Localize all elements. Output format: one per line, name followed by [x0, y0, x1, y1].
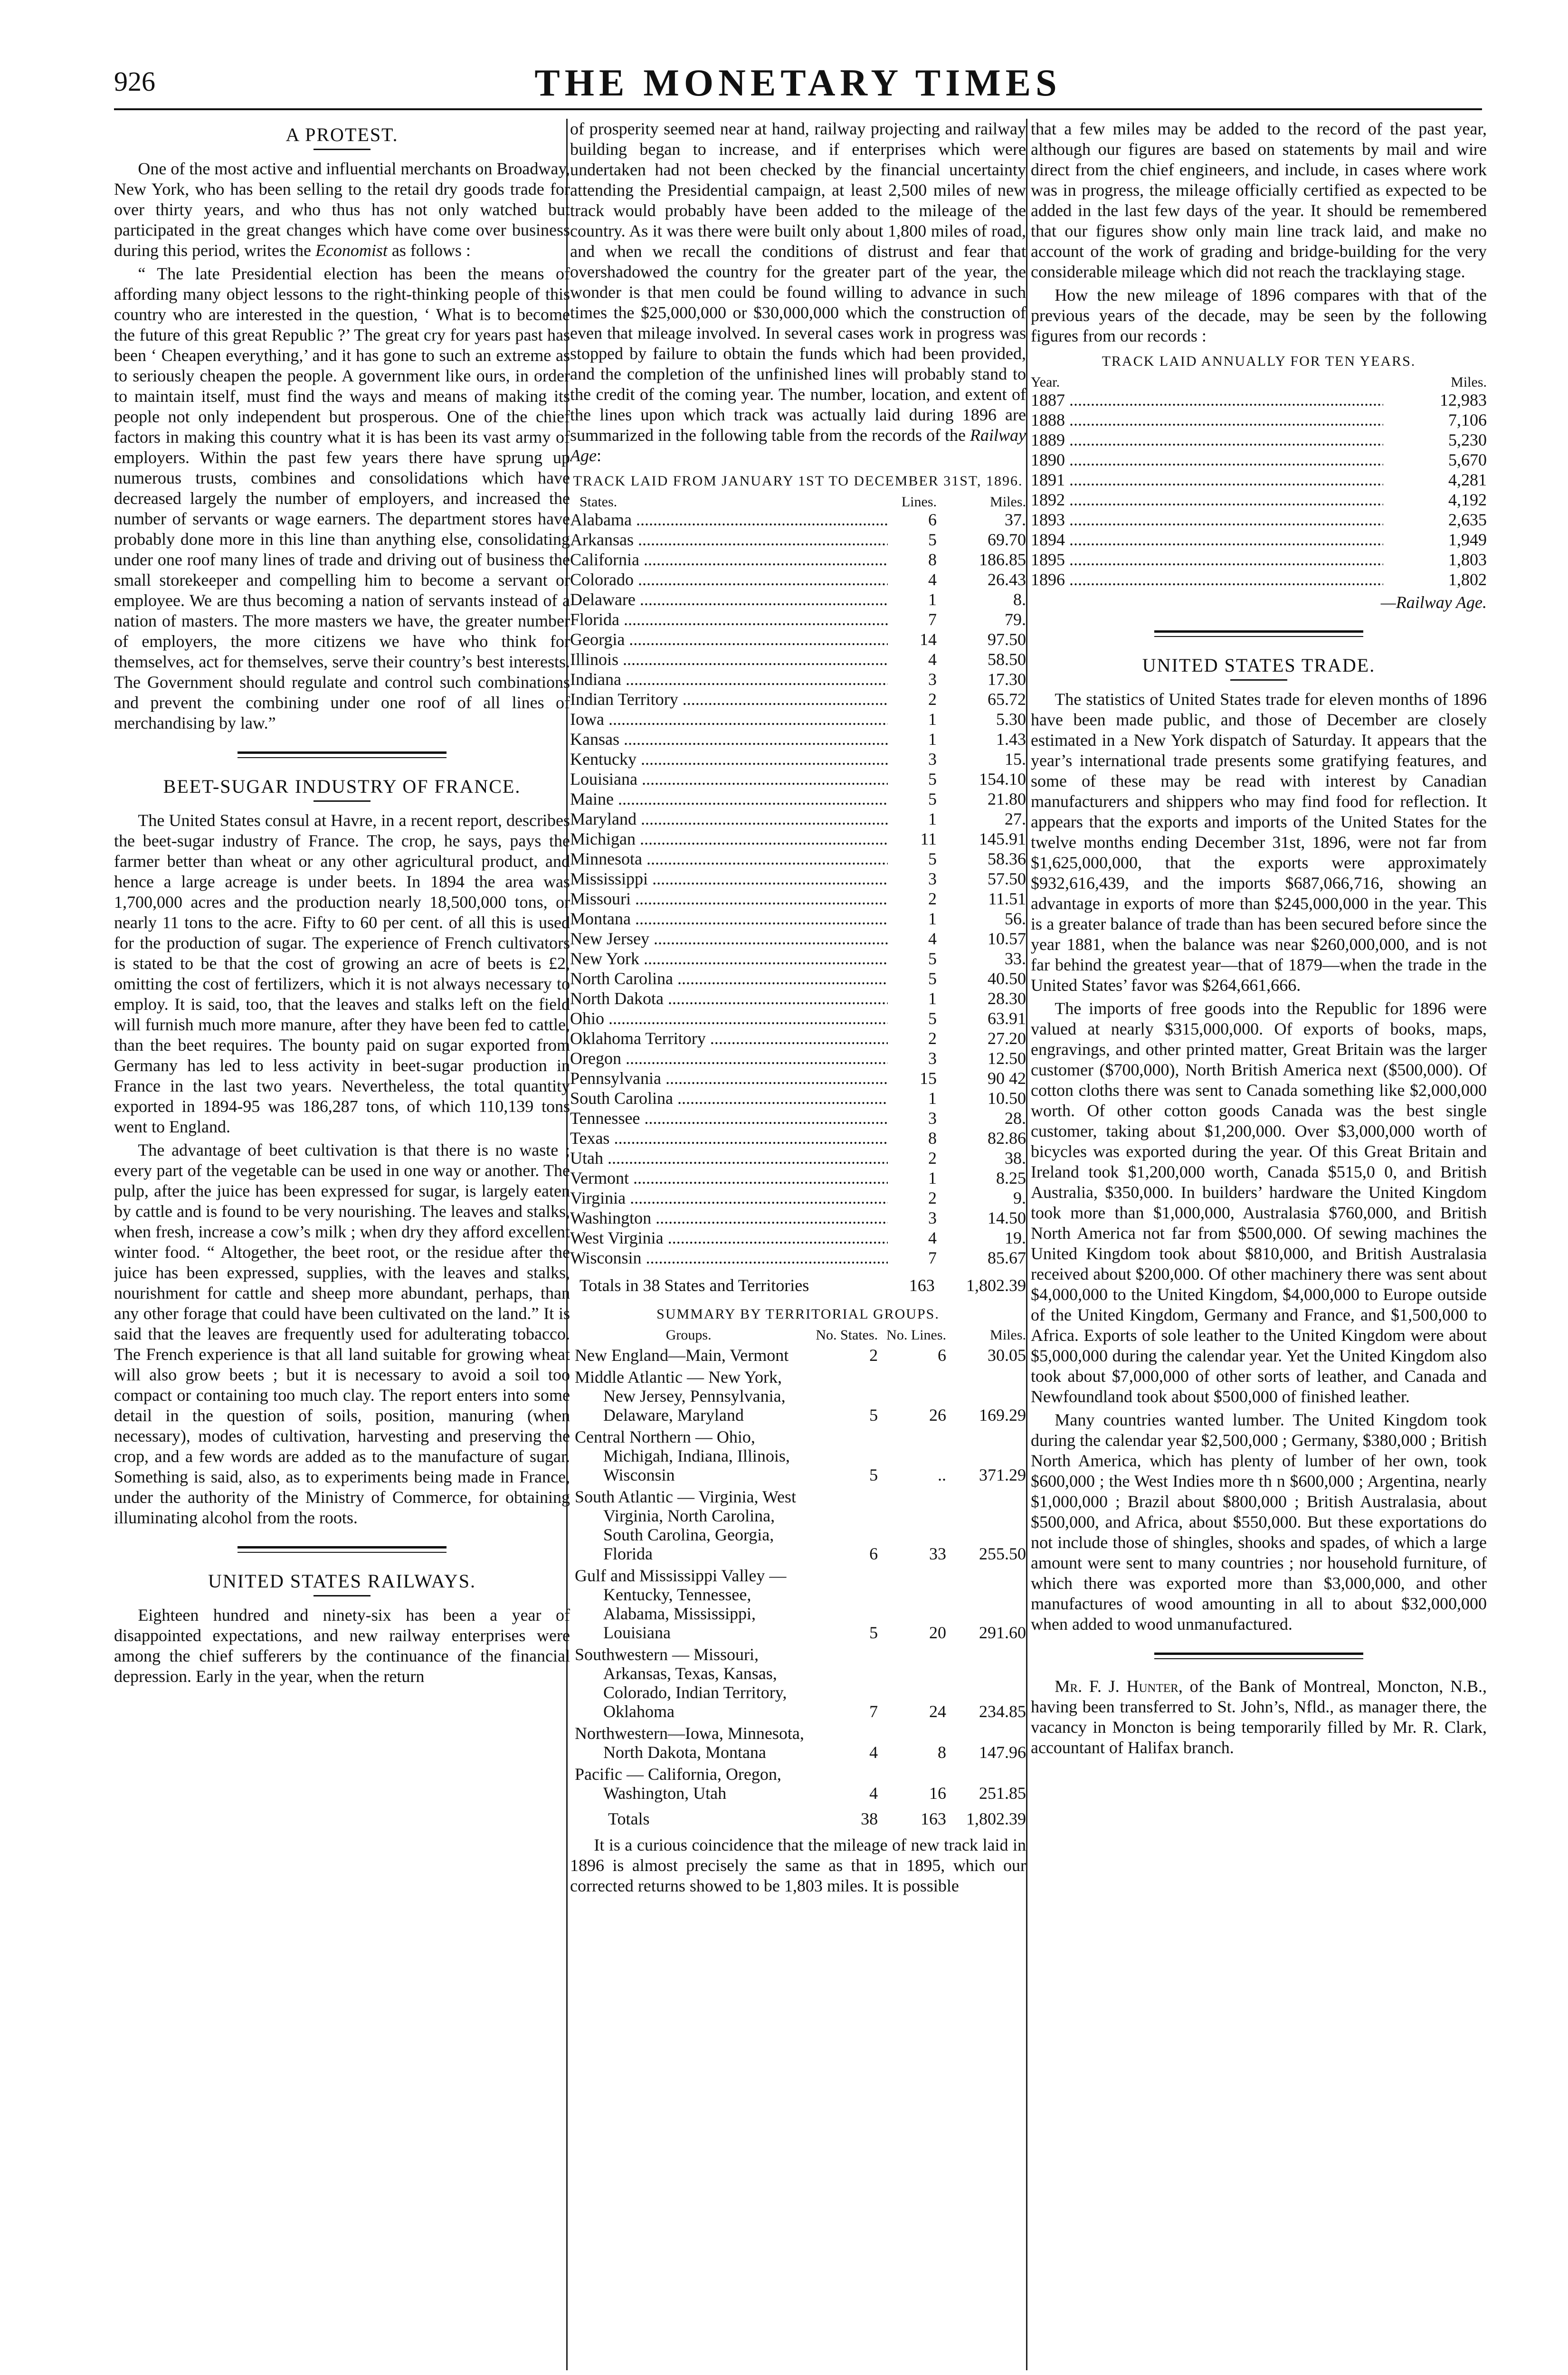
- summary-groups-table: [570, 1328, 1026, 1828]
- annual-year: 1896 .....: [1031, 570, 1383, 589]
- state-name: New York .....: [570, 949, 888, 969]
- state-miles: 21.80: [988, 789, 1026, 808]
- group-states: 4: [869, 1784, 878, 1803]
- table-header-row: [570, 1328, 1026, 1343]
- state-name: Indian Territory .....: [570, 689, 888, 709]
- state-lines: 1: [928, 1168, 937, 1188]
- table-row: [570, 849, 1026, 869]
- state-name: Utah .....: [570, 1148, 888, 1168]
- group-totals-lines: 163: [921, 1809, 946, 1828]
- table-row: [570, 889, 1026, 909]
- group-miles: 371.29: [979, 1465, 1026, 1484]
- group-lines: 6: [938, 1346, 946, 1365]
- table-row: [570, 909, 1026, 929]
- table-row: [570, 629, 1026, 649]
- state-name: Texas .....: [570, 1128, 888, 1148]
- table-row: [570, 929, 1026, 949]
- group-totals-miles: 1,802.39: [966, 1809, 1026, 1828]
- heading-rule: [314, 149, 371, 150]
- annual-year: 1894 .....: [1031, 530, 1383, 550]
- protest-p1-text: One of the most active and influential merchants on Broadway, New York, who has been selling to the retail dry goods trade for over thirty years, and who thus has not only watched but participated in the great changes which have come over business during this period, writes the: [114, 159, 570, 260]
- trade-paragraph-2: The imports of free goods into the Republic for 1896 were valued at nearly $315,000,000. Of exports of books, maps, engravings, and other printed matter, Great Britain was the larger customer ($700,000), North British America next ($500,000). Of cotton cloths there was sent to Canada something like $2,000,000 worth. Of other cotton goods Canada was the best single customer, taking about $1,200,000. Over $3,000,000 worth of bicycles was exported during the year. Of this Great Britain and Ireland took $1,200,000 worth, Canada $515,0 0, and British Australia, $350,000. In builders’ hardware the United Kingdom took more than $1,000,000, Australasia $760,000, and British North America not far from $500,000. Of sewing machines the United Kingdom took about $810,000, and British Australasia received about $200,000. Of other machinery there was sent about $4,000,000 to the United Kingdom, $4,000,000 to Europe outside of the United Kingdom, Germany and France, and $1,500,000 to Africa. Exports of sole leather to the United Kingdom were about $5,000,000 during the calendar year. Yet the United Kingdom also took about $7,000,000 of other sorts of leather, and Canada and Newfoundland took about $500,000 of finished leather.: [1031, 999, 1487, 1406]
- state-name: Oklahoma Territory .....: [570, 1028, 888, 1048]
- table-row: [570, 1365, 1026, 1425]
- group-lines: 33: [929, 1544, 946, 1563]
- state-miles: 15.: [1005, 750, 1026, 769]
- beet-paragraph-2: The advantage of beet cultivation is that there is no waste ; every part of the vegetable can be used in one way or another. The pulp, after the juice has been expressed for sugar, is largely eaten by cattle and is found to be very nourishing. The leaves and stalks, when fresh, increase a cow’s milk ; when dry they afford excellent winter food. “ Altogether, the beet root, or the residue after the juice has been expressed, supplies, with the leaves and stalks, nourishment for cattle and sheep more abundant, perhaps, than any other forage that could have been cultivated on the land.” It is said that the leaves are frequently used for adulterating tobacco. The French experience is that all land suitable for growing wheat will also grow beets ; but it is necessary to avoid a soil too compact or containing too much clay. The report enters into some detail in the question of soils, position, manuring (when necessary), modes of cultivation, harvesting and preserving the crop, and a few words are added as to the manufacture of sugar. Something is said, also, as to experiments being made in France, under the authority of the Ministry of Commerce, for obtaining illuminating alcohol from the roots.: [114, 1140, 570, 1527]
- state-lines: 4: [928, 650, 937, 669]
- state-name: Tennessee .....: [570, 1108, 888, 1128]
- state-name: North Dakota .....: [570, 988, 888, 1008]
- state-lines: 3: [928, 1208, 937, 1227]
- state-lines: 1: [928, 909, 937, 928]
- table-row: [1031, 490, 1487, 510]
- col-group-miles: Miles.: [990, 1327, 1026, 1343]
- group-name: South Atlantic — Virginia, West Virginia, North Carolina, South Carolina, Georgia, Florida: [575, 1487, 796, 1563]
- col-states: States.: [580, 494, 618, 510]
- annual-year: 1888 .....: [1031, 410, 1383, 430]
- group-lines: 20: [929, 1623, 946, 1642]
- state-lines: 3: [928, 750, 937, 769]
- state-lines: 3: [928, 1109, 937, 1128]
- table-row: [570, 1425, 1026, 1484]
- annual-year: 1895 .....: [1031, 550, 1383, 570]
- state-lines: 1: [928, 590, 937, 609]
- annual-year: 1892 .....: [1031, 490, 1383, 510]
- state-name: Indiana .....: [570, 669, 888, 689]
- state-lines: 1: [928, 1089, 937, 1108]
- personal-name: Mr. F. J. Hunter: [1055, 1677, 1178, 1696]
- annual-year: 1890 .....: [1031, 450, 1383, 470]
- state-miles: 79.: [1005, 610, 1026, 629]
- group-states: 7: [869, 1702, 878, 1721]
- group-name: New England—Main, Vermont: [575, 1346, 789, 1365]
- table-row: [570, 1228, 1026, 1248]
- state-lines: 3: [928, 869, 937, 888]
- group-lines: 24: [929, 1702, 946, 1721]
- annual-year: 1889 .....: [1031, 430, 1383, 450]
- group-miles: 255.50: [979, 1544, 1026, 1563]
- state-lines: 5: [928, 969, 937, 988]
- group-miles: 251.85: [979, 1784, 1026, 1803]
- state-name: California .....: [570, 550, 888, 570]
- table-row: [570, 649, 1026, 669]
- table-row: [570, 1128, 1026, 1148]
- table-row: [570, 1088, 1026, 1108]
- table-row: [570, 869, 1026, 889]
- table-header-row: [1031, 375, 1487, 390]
- state-name: Montana .....: [570, 909, 888, 929]
- state-name: North Carolina .....: [570, 969, 888, 988]
- state-lines: 2: [928, 1029, 937, 1048]
- state-miles: 27.: [1005, 809, 1026, 828]
- state-lines: 1: [928, 710, 937, 729]
- beet-heading: BEET-SUGAR INDUSTRY OF FRANCE.: [163, 776, 521, 797]
- state-miles: 26.43: [988, 570, 1026, 589]
- group-states: 2: [869, 1346, 878, 1365]
- table-row: [570, 729, 1026, 749]
- masthead-rule: [114, 108, 1482, 110]
- state-name: Washington .....: [570, 1208, 888, 1228]
- state-name: Pennsylvania .....: [570, 1068, 888, 1088]
- state-lines: 8: [928, 1129, 937, 1148]
- section-separator: [238, 1546, 447, 1553]
- state-name: Wisconsin .....: [570, 1248, 888, 1268]
- state-lines: 7: [928, 1248, 937, 1267]
- state-miles: 85.67: [988, 1248, 1026, 1267]
- state-miles: 10.57: [988, 929, 1026, 948]
- state-name: Maine .....: [570, 789, 888, 809]
- table-row: [570, 1762, 1026, 1803]
- protest-p1-end: as follows :: [387, 241, 471, 260]
- annual-track-table: [1031, 375, 1487, 589]
- heading-rule: [314, 1595, 371, 1596]
- group-miles: 30.05: [988, 1346, 1026, 1365]
- group-lines: 16: [929, 1784, 946, 1803]
- table-row: [1031, 510, 1487, 530]
- state-name: Illinois .....: [570, 649, 888, 669]
- state-lines: 7: [928, 610, 937, 629]
- table-row: [1031, 550, 1487, 570]
- state-miles: 10.50: [988, 1089, 1026, 1108]
- protest-paragraph-1: [114, 159, 570, 261]
- table-row: [570, 1343, 1026, 1365]
- annual-year: 1887 .....: [1031, 390, 1383, 410]
- state-name: Delaware .....: [570, 589, 888, 609]
- protest-heading: A PROTEST.: [285, 124, 399, 145]
- state-miles: 28.: [1005, 1109, 1026, 1128]
- totals-lines: 163: [909, 1276, 935, 1295]
- state-miles: 90 42: [988, 1069, 1026, 1088]
- track-by-state-table: [570, 494, 1026, 1268]
- group-miles: 234.85: [979, 1702, 1026, 1721]
- track-totals-table: [570, 1275, 1026, 1295]
- state-lines: 5: [928, 789, 937, 808]
- state-name: Maryland .....: [570, 809, 888, 829]
- page-number: 926: [114, 66, 155, 97]
- col-no-lines: No. Lines.: [886, 1327, 946, 1343]
- group-miles: 147.96: [979, 1743, 1026, 1762]
- table-row: [570, 1642, 1026, 1721]
- group-totals-label: Totals: [608, 1809, 650, 1828]
- state-miles: 33.: [1005, 949, 1026, 968]
- table-row: [570, 969, 1026, 988]
- table-row: [570, 689, 1026, 709]
- state-name: Mississippi .....: [570, 869, 888, 889]
- table-row: [570, 769, 1026, 789]
- column-rule: [1026, 119, 1027, 2370]
- state-miles: 65.72: [988, 690, 1026, 709]
- trade-heading: UNITED STATES TRADE.: [1142, 655, 1376, 676]
- state-miles: 17.30: [988, 670, 1026, 689]
- state-name: Oregon .....: [570, 1048, 888, 1068]
- personal-text: , of the Bank of Montreal, Moncton, N.B., having been transferred to St. John’s, Nfld., as manager there, the vacancy in Moncton is being temporarily filled by Mr. R. Clark, accountant of Halifax branch.: [1031, 1677, 1487, 1757]
- state-lines: 5: [928, 949, 937, 968]
- heading-rule: [1230, 679, 1287, 681]
- table-row: [570, 1068, 1026, 1088]
- table-row: [570, 570, 1026, 589]
- annual-table-title: TRACK LAID ANNUALLY FOR TEN YEARS.: [1102, 353, 1416, 369]
- group-name: Gulf and Mississippi Valley —Kentucky, Tennessee, Alabama, Mississippi, Louisiana: [575, 1566, 787, 1642]
- state-miles: 56.: [1005, 909, 1026, 928]
- table-row: [570, 1168, 1026, 1188]
- state-miles: 5.30: [996, 710, 1026, 729]
- annual-credit: —Railway Age.: [1380, 593, 1487, 612]
- state-miles: 38.: [1005, 1149, 1026, 1168]
- col-miles: Miles.: [990, 494, 1026, 510]
- state-name: South Carolina .....: [570, 1088, 888, 1108]
- economist-title: Economist: [315, 241, 388, 260]
- table-row: [570, 1028, 1026, 1048]
- group-states: 5: [869, 1623, 878, 1642]
- table-row: [570, 1048, 1026, 1068]
- annual-miles: 1,949: [1448, 530, 1487, 549]
- table-row: [1031, 470, 1487, 490]
- state-lines: 5: [928, 849, 937, 868]
- railway-age-title: Railway Age: [570, 426, 1026, 465]
- state-lines: 2: [928, 690, 937, 709]
- group-miles: 169.29: [979, 1406, 1026, 1425]
- state-lines: 1: [928, 730, 937, 749]
- table-row: [570, 550, 1026, 570]
- state-miles: 19.: [1005, 1228, 1026, 1247]
- state-name: West Virginia .....: [570, 1228, 888, 1248]
- state-miles: 97.50: [988, 630, 1026, 649]
- track-table-title: TRACK LAID FROM JANUARY 1ST TO DECEMBER 31ST, 1896.: [573, 473, 1023, 489]
- state-miles: 186.85: [979, 550, 1026, 569]
- table-row: [570, 510, 1026, 530]
- state-lines: 6: [928, 510, 937, 529]
- state-lines: 14: [920, 630, 937, 649]
- table-row: [570, 1484, 1026, 1563]
- state-lines: 4: [928, 570, 937, 589]
- annual-miles: 2,635: [1448, 510, 1487, 529]
- state-miles: 154.10: [979, 770, 1026, 788]
- state-miles: 57.50: [988, 869, 1026, 888]
- table-row: [1031, 450, 1487, 470]
- state-lines: 2: [928, 889, 937, 908]
- group-lines: 26: [929, 1406, 946, 1425]
- group-states: 5: [869, 1406, 878, 1425]
- state-name: Michigan .....: [570, 829, 888, 849]
- state-lines: 5: [928, 770, 937, 788]
- table-header-row: [570, 494, 1026, 510]
- table-row: [570, 829, 1026, 849]
- railways-paragraph-2: [570, 119, 1026, 466]
- state-name: Georgia .....: [570, 629, 888, 649]
- annual-miles: 4,192: [1448, 490, 1487, 509]
- state-miles: 14.50: [988, 1208, 1026, 1227]
- state-miles: 12.50: [988, 1049, 1026, 1068]
- state-lines: 4: [928, 1228, 937, 1247]
- state-miles: 82.86: [988, 1129, 1026, 1148]
- table-row: [570, 589, 1026, 609]
- group-states: 5: [869, 1465, 878, 1484]
- table-row: [570, 669, 1026, 689]
- table-row: [1031, 570, 1487, 589]
- state-lines: 8: [928, 550, 937, 569]
- table-row: [570, 1563, 1026, 1642]
- state-lines: 15: [920, 1069, 937, 1088]
- table-row: [570, 1108, 1026, 1128]
- section-separator: [1154, 1653, 1363, 1659]
- table-row: [570, 988, 1026, 1008]
- annual-miles: 12,983: [1440, 390, 1487, 409]
- trade-paragraph-3: Many countries wanted lumber. The United Kingdom took during the calendar year $2,500,000 ; Germany, $380,000 ; British North America, which has plenty of lumber of her own, took $600,000 ; the West Indies more th n $600,000 ; Argentina, nearly $1,000,000 ; Brazil about $800,000 ; British Australasia, about $500,000, and Africa, about $550,000. But these exportations do not include those of shingles, shooks and spades, of which a large amount were sent to many countries ; nor household furniture, of which there was exported more than $3,000,000, and other manufactures of wood amounting in all to about $32,000,000 when added to wood unmanufactured.: [1031, 1410, 1487, 1634]
- annual-miles: 7,106: [1448, 410, 1487, 429]
- table-row: [570, 709, 1026, 729]
- column-2: [570, 119, 1026, 2375]
- table-row: [1031, 430, 1487, 450]
- beet-paragraph-1: The United States consul at Havre, in a recent report, describes the beet-sugar industry of France. The crop, he says, pays the farmer better than wheat or any other agricultural product, and hence a large acreage is under beets. In 1894 the area was 1,700,000 acres and the production nearly 18,500,000 tons, or nearly 11 tons to the acre. Fifty to 60 per cent. of all this is used for the production of sugar. The experience of French cultivators is stated to be that the cost of growing an acre of beets is £2, omitting the cost of fertilizers, which it is not always necessary to employ. It is said, too, that the leaves and stalks left on the field will furnish much more manure, after they have been fed to cattle, than the beet requires. The bounty paid on sugar exported from Germany has led to less activity in beet-sugar production in France in the last two years. Nevertheless, the total quantity exported in 1894-95 was 186,287 tons, of which 110,139 tons went to England.: [114, 811, 570, 1136]
- group-name: Southwestern — Missouri, Arkansas, Texas, Kansas, Colorado, Indian Territory, Oklahoma: [575, 1645, 787, 1721]
- state-lines: 4: [928, 929, 937, 948]
- state-name: Alabama .....: [570, 510, 888, 530]
- col-no-states: No. States.: [816, 1327, 878, 1343]
- state-name: Kentucky .....: [570, 749, 888, 769]
- state-name: Vermont .....: [570, 1168, 888, 1188]
- group-name: Northwestern—Iowa, Minnesota, North Dakota, Montana: [575, 1724, 804, 1762]
- table-row: [1031, 530, 1487, 550]
- state-miles: 11.51: [988, 889, 1026, 908]
- group-lines: 8: [938, 1743, 946, 1762]
- table-row: [570, 1208, 1026, 1228]
- table-row: [570, 1248, 1026, 1268]
- newspaper-title: THE MONETARY TIMES: [534, 62, 1062, 104]
- state-name: Missouri .....: [570, 889, 888, 909]
- state-lines: 2: [928, 1149, 937, 1168]
- railways-heading: UNITED STATES RAILWAYS.: [208, 1570, 476, 1592]
- group-miles: 291.60: [979, 1623, 1026, 1642]
- state-miles: 40.50: [988, 969, 1026, 988]
- trade-paragraph-1: The statistics of United States trade for eleven months of 1896 have been made public, and those of December are closely estimated in a New York dispatch of Saturday. It appears that the year’s international trade presents some gratifying features, and some of these may be read with interest by Canadian manufacturers and shippers who may find food for reflection. It appears that the exports and imports of the United States for the twelve months ending December 31st, 1896, were not far from $1,625,000,000, that the exports were approximately $932,616,439, and the imports $687,066,716, showing an advantage in exports of more than $245,000,000 in the year. This is a greater balance of trade than has been secured before since the year 1881, when the balance was near $260,000,000, and is not far behind the greatest year—that of 1879—when the trade in the United States’ favor was $264,661,666.: [1031, 690, 1487, 995]
- table-row: [570, 949, 1026, 969]
- totals-label: [570, 1275, 889, 1295]
- annual-miles: 5,670: [1448, 450, 1487, 469]
- state-lines: 2: [928, 1188, 937, 1207]
- state-miles: 8.: [1013, 590, 1026, 609]
- state-lines: 3: [928, 670, 937, 689]
- summary-table-title: SUMMARY BY TERRITORIAL GROUPS.: [656, 1306, 940, 1322]
- table-row: [570, 609, 1026, 629]
- state-name: Ohio .....: [570, 1008, 888, 1028]
- group-totals-states: 38: [861, 1809, 878, 1828]
- state-lines: 1: [928, 989, 937, 1008]
- state-name: Florida .....: [570, 609, 888, 629]
- group-states: 4: [869, 1743, 878, 1762]
- col-annual-miles: Miles.: [1451, 374, 1487, 390]
- heading-rule: [314, 800, 371, 802]
- section-separator: [1154, 630, 1363, 637]
- state-lines: 3: [928, 1049, 937, 1068]
- group-name: Pacific — California, Oregon, Washington, Utah: [575, 1765, 781, 1803]
- state-name: New Jersey .....: [570, 929, 888, 949]
- masthead: [114, 57, 1482, 109]
- table-row: [570, 789, 1026, 809]
- railways-p2-end: :: [596, 446, 601, 465]
- group-states: 6: [869, 1544, 878, 1563]
- state-miles: 1.43: [996, 730, 1026, 749]
- annual-year: 1891 .....: [1031, 470, 1383, 490]
- annual-miles: 5,230: [1448, 430, 1487, 449]
- state-name: Louisiana .....: [570, 769, 888, 789]
- state-miles: 27.20: [988, 1029, 1026, 1048]
- state-miles: 8.25: [996, 1168, 1026, 1188]
- col-lines: Lines.: [901, 494, 937, 510]
- state-name: Kansas .....: [570, 729, 888, 749]
- state-miles: 69.70: [988, 530, 1026, 549]
- table-row: [570, 809, 1026, 829]
- state-miles: 145.91: [979, 829, 1026, 848]
- column-3: [1031, 119, 1487, 2375]
- section-separator: [238, 751, 447, 758]
- state-name: Iowa .....: [570, 709, 888, 729]
- col-groups: Groups.: [665, 1327, 712, 1343]
- state-miles: 58.50: [988, 650, 1026, 669]
- group-name: Middle Atlantic — New York, New Jersey, Pennsylvania, Delaware, Maryland: [575, 1368, 786, 1425]
- railways-paragraph-4: that a few miles may be added to the record of the past year, although our figures are based on statements by mail and wire direct from the chief engineers, and include, in cases where work was in progress, the mileage officially certified as expected to be added in the last few days of the year. It should be remembered that our figures show only main line track laid, and make no account of the work of grading and bridge-building for the very considerable mileage which did not reach the tracklaying stage.: [1031, 119, 1487, 281]
- column-1: [114, 119, 570, 2375]
- state-lines: 5: [928, 530, 937, 549]
- state-lines: 5: [928, 1009, 937, 1028]
- state-miles: 9.: [1013, 1188, 1026, 1207]
- state-name: Arkansas .....: [570, 530, 888, 550]
- group-totals-row: [570, 1803, 1026, 1828]
- personal-notice: [1031, 1676, 1487, 1758]
- railways-p2-text: of prosperity seemed near at hand, railway projecting and railway building began to increase, and if enterprises which were undertaken had not been checked by the financial uncertainty attending the Presidential campaign, at least 2,500 miles of new track would probably have been added to the mileage of the country. As it was there were built only about 1,800 miles of road, and when we recall the conditions of distrust and fear that overshadowed the country for the greater part of the year, the wonder is that men could be found willing to advance in such times the $25,000,000 or $30,000,000 which the construction of even that mileage involved. In several cases work in progress was stopped by failure to obtain the funds which had been provided, and the completion of the unfinished lines will probably stand to the credit of the coming year. The number, location, and extent of the lines upon which track was actually laid during 1896 are summarized in the following table from the records of the: [570, 119, 1026, 445]
- state-name: Colorado .....: [570, 570, 888, 589]
- railways-paragraph-3: It is a curious coincidence that the mileage of new track laid in 1896 is almost precisely the same as that in 1895, which our corrected returns showed to be 1,803 miles. It is possible: [570, 1835, 1026, 1895]
- table-row: [570, 1188, 1026, 1208]
- state-miles: 58.36: [988, 849, 1026, 868]
- annual-year: 1893 .....: [1031, 510, 1383, 530]
- table-row: [1031, 390, 1487, 410]
- totals-miles: 1,802.39: [966, 1276, 1026, 1295]
- state-miles: 28.30: [988, 989, 1026, 1008]
- group-lines: ..: [938, 1465, 946, 1484]
- annual-miles: 1,802: [1448, 570, 1487, 589]
- table-row: [1031, 410, 1487, 430]
- table-row: [570, 530, 1026, 550]
- table-row: [570, 1008, 1026, 1028]
- state-miles: 63.91: [988, 1009, 1026, 1028]
- totals-row: [570, 1275, 1026, 1295]
- state-miles: 37.: [1005, 510, 1026, 529]
- state-lines: 1: [928, 809, 937, 828]
- totals-label-text: Totals in 38 States and Territories: [580, 1276, 809, 1295]
- table-row: [570, 1148, 1026, 1168]
- annual-miles: 1,803: [1448, 550, 1487, 569]
- railways-paragraph-5: How the new mileage of 1896 compares with that of the previous years of the decade, may be seen by the following figures from our records :: [1031, 285, 1487, 345]
- group-name: Central Northern — Ohio, Michigah, Indiana, Illinois, Wisconsin: [575, 1427, 790, 1484]
- col-year: Year.: [1031, 374, 1060, 390]
- state-name: Minnesota .....: [570, 849, 888, 869]
- state-lines: 11: [920, 829, 937, 848]
- protest-paragraph-2: “ The late Presidential election has been the means of affording many object lessons to the right-thinking people of this country who are interested in the question, ‘ What is to become the future of this great Republic ?’ The great cry for years past has been ‘ Cheapen everything,’ and it has gone to such an extreme as to seriously cheapen the people. A government like ours, in order to maintain itself, must find the ways and means of making its people not only independent but prosperous. One of the chief factors in making this country what it is has been its vast army of employers. Within the past few years there have sprung up numerous trusts, combines and consolidations which have decreased largely the number of employers, and increased the number of servants or wage earners. The department stores have probably done more in this line than anything else, consolidating under one roof many lines of trade and driving out of business the small storekeeper and compelling him to become a servant or employee. We are thus becoming a nation of servants instead of a nation of masters. The more masters we have, the greater number of employers, the more citizens we have who think for themselves, act for themselves, serve their country’s best interests. The Government should regulate and control such combinations and prevent the combining under one roof of all lines of merchandising by law.”: [114, 264, 570, 732]
- table-row: [570, 749, 1026, 769]
- table-row: [570, 1721, 1026, 1762]
- state-name: Virginia .....: [570, 1188, 888, 1208]
- railways-paragraph-1: Eighteen hundred and ninety-six has been a year of disappointed expectations, and new railway enterprises were among the chief sufferers by the continuance of the financial depression. Early in the year, when the return: [114, 1606, 570, 1686]
- annual-miles: 4,281: [1448, 470, 1487, 489]
